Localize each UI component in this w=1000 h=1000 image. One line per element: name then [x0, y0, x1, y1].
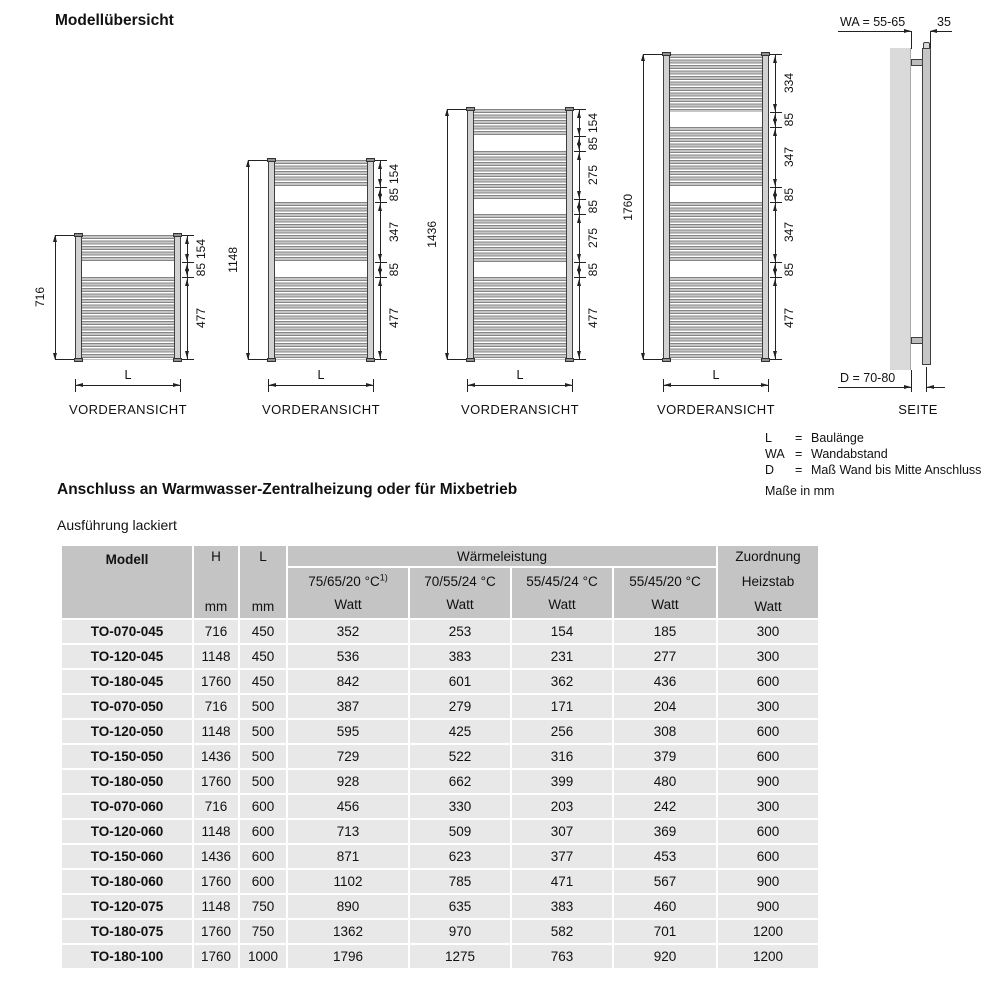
section-dimension-label: 347 [782, 222, 796, 243]
value-cell: 522 [410, 745, 510, 768]
table-row [62, 620, 818, 643]
section-dimension-477 [770, 277, 796, 360]
tube-group [474, 214, 566, 262]
tube-gap [82, 262, 174, 277]
legend-value: Baulänge [811, 431, 864, 445]
value-cell: 307 [512, 820, 612, 843]
length-dimension-label: L [712, 368, 720, 382]
model-cell: TO-150-060 [62, 845, 192, 868]
value-cell: 1436 [194, 845, 238, 868]
radiator-drawing [75, 235, 181, 360]
offset-arrow-left [930, 29, 937, 33]
table-row [62, 770, 818, 793]
section-dimension-label: 85 [387, 188, 401, 202]
value-cell: 600 [718, 745, 818, 768]
table-row [62, 870, 818, 893]
model-cell: TO-070-050 [62, 695, 192, 718]
legend-key: D [765, 463, 775, 477]
section-dimension-chain [375, 160, 401, 360]
lower-wall-bracket [911, 337, 923, 344]
length-dimension-label: L [317, 368, 325, 382]
value-cell: 300 [718, 620, 818, 643]
value-cell: 1796 [288, 945, 408, 968]
tube-group [82, 235, 174, 262]
value-cell: 600 [240, 795, 286, 818]
value-cell: 635 [410, 895, 510, 918]
section-dimension-chain [182, 235, 208, 360]
value-cell: 1760 [194, 770, 238, 793]
legend-row [765, 446, 981, 462]
value-cell: 471 [512, 870, 612, 893]
section-dimension-label: 477 [194, 308, 208, 329]
legend-value: Maß Wand bis Mitte Anschluss [811, 463, 982, 477]
wall-face-extension-line-bottom [911, 370, 912, 392]
value-cell: 582 [512, 920, 612, 943]
overall-height-label: 1436 [425, 221, 439, 248]
connection-depth-label: D = 70-80 [840, 371, 896, 385]
value-cell: 900 [718, 895, 818, 918]
value-cell: 1760 [194, 920, 238, 943]
page-title: Modellübersicht [55, 12, 174, 29]
tube-group [670, 54, 762, 112]
value-cell: 154 [512, 620, 612, 643]
value-cell: 595 [288, 720, 408, 743]
tube-sections [82, 235, 174, 360]
value-cell: 716 [194, 620, 238, 643]
tube-group [275, 202, 367, 262]
right-collector [762, 54, 769, 360]
section-dimension-label: 85 [586, 200, 600, 214]
section-dimension-275 [574, 151, 600, 199]
length-dimension [467, 368, 573, 394]
value-cell: 453 [614, 845, 716, 868]
value-cell: 300 [718, 695, 818, 718]
section-dimension-85 [574, 262, 600, 277]
model-cell: TO-120-075 [62, 895, 192, 918]
section-dimension-347 [770, 127, 796, 187]
left-collector [268, 160, 275, 360]
tube-group [670, 202, 762, 262]
section-dimension-label: 275 [586, 165, 600, 186]
wall [890, 48, 911, 370]
value-cell: 383 [512, 895, 612, 918]
value-cell: 701 [614, 920, 716, 943]
tube-gap [275, 187, 367, 202]
tube-group [82, 277, 174, 360]
section-dimension-label: 85 [782, 188, 796, 202]
tube-gap [474, 136, 566, 151]
model-cell: TO-120-050 [62, 720, 192, 743]
value-cell: 600 [718, 670, 818, 693]
model-cell: TO-180-050 [62, 770, 192, 793]
value-cell: 1362 [288, 920, 408, 943]
overall-height-label: 716 [33, 287, 47, 308]
d-arrow-left [927, 385, 934, 389]
value-cell: 600 [240, 820, 286, 843]
section-dimension-85 [375, 262, 401, 277]
radiator-drawing [663, 54, 769, 360]
value-cell: 450 [240, 645, 286, 668]
tube-group [474, 109, 566, 136]
value-cell: 1000 [240, 945, 286, 968]
value-cell: 600 [240, 845, 286, 868]
value-cell: 1148 [194, 895, 238, 918]
value-cell: 203 [512, 795, 612, 818]
model-cell: TO-120-060 [62, 820, 192, 843]
finish-subheading: Ausführung lackiert [57, 517, 177, 533]
value-cell: 928 [288, 770, 408, 793]
value-cell: 1102 [288, 870, 408, 893]
legend-equals: = [795, 463, 803, 477]
front-view-caption: VORDERANSICHT [461, 402, 579, 417]
table-row [62, 695, 818, 718]
value-cell: 300 [718, 645, 818, 668]
section-dimension-label: 85 [387, 263, 401, 277]
table-row [62, 670, 818, 693]
value-cell: 500 [240, 770, 286, 793]
value-cell: 279 [410, 695, 510, 718]
model-cell: TO-070-045 [62, 620, 192, 643]
value-cell: 316 [512, 745, 612, 768]
front-view-caption: VORDERANSICHT [657, 402, 775, 417]
model-cell: TO-150-050 [62, 745, 192, 768]
value-cell: 600 [718, 845, 818, 868]
value-cell: 750 [240, 920, 286, 943]
value-cell: 460 [614, 895, 716, 918]
section-dimension-85 [770, 262, 796, 277]
section-dimension-154 [182, 235, 208, 262]
section-dimension-label: 85 [586, 137, 600, 151]
value-cell: 456 [288, 795, 408, 818]
section-dimension-334 [770, 54, 796, 112]
value-cell: 369 [614, 820, 716, 843]
value-cell: 256 [512, 720, 612, 743]
value-cell: 399 [512, 770, 612, 793]
value-cell: 970 [410, 920, 510, 943]
length-dimension [268, 368, 374, 394]
table-row [62, 720, 818, 743]
value-cell: 352 [288, 620, 408, 643]
model-cell: TO-120-045 [62, 645, 192, 668]
legend-key: L [765, 431, 772, 445]
side-view-caption: SEITE [898, 402, 938, 417]
value-cell: 185 [614, 620, 716, 643]
right-collector [566, 109, 573, 360]
model-cell: TO-180-060 [62, 870, 192, 893]
table-row [62, 920, 818, 943]
value-cell: 450 [240, 620, 286, 643]
value-cell: 383 [410, 645, 510, 668]
value-cell: 900 [718, 770, 818, 793]
value-cell: 567 [614, 870, 716, 893]
tube-sections [275, 160, 367, 360]
overall-height-dimension-line [244, 160, 254, 360]
section-dimension-label: 85 [194, 263, 208, 277]
table-row [62, 645, 818, 668]
column-header-70-55-24: 70/55/24 °C Watt [410, 568, 510, 618]
section-dimension-477 [375, 277, 401, 360]
overall-height-dimension-line [51, 235, 61, 360]
value-cell: 900 [718, 870, 818, 893]
upper-wall-bracket [911, 59, 923, 66]
table-row [62, 795, 818, 818]
value-cell: 500 [240, 720, 286, 743]
legend-equals: = [795, 447, 803, 461]
value-cell: 600 [240, 870, 286, 893]
section-dimension-347 [770, 202, 796, 262]
value-cell: 1760 [194, 670, 238, 693]
value-cell: 204 [614, 695, 716, 718]
table-row [62, 745, 818, 768]
overall-height-dimension-line [443, 109, 453, 360]
tube-group [474, 151, 566, 199]
section-dimension-275 [574, 214, 600, 262]
column-header-55-45-20: 55/45/20 °C Watt [614, 568, 716, 618]
column-header-model: Modell [62, 546, 192, 618]
value-cell: 425 [410, 720, 510, 743]
legend-row [765, 430, 981, 446]
tube-gap [670, 262, 762, 277]
value-cell: 920 [614, 945, 716, 968]
front-view-diagram-1436 [427, 109, 617, 420]
radiator-profile [922, 48, 931, 365]
table-row [62, 820, 818, 843]
right-collector [174, 235, 181, 360]
front-view-caption: VORDERANSICHT [69, 402, 187, 417]
section-dimension-85 [574, 136, 600, 151]
front-view-diagram-716 [35, 235, 225, 420]
front-view-diagram-1148 [228, 160, 418, 420]
side-view-diagram [838, 10, 1000, 422]
section-dimension-chain [574, 109, 600, 360]
wa-arrow-right [904, 29, 911, 33]
specifications-table [60, 544, 820, 970]
column-group-heat-output: Wärmeleistung [288, 546, 716, 566]
value-cell: 300 [718, 795, 818, 818]
value-cell: 623 [410, 845, 510, 868]
tube-gap [275, 262, 367, 277]
value-cell: 277 [614, 645, 716, 668]
dimension-legend [765, 430, 981, 499]
tube-gap [670, 187, 762, 202]
value-cell: 500 [240, 745, 286, 768]
value-cell: 729 [288, 745, 408, 768]
front-view-caption: VORDERANSICHT [262, 402, 380, 417]
section-dimension-477 [182, 277, 208, 360]
section-dimension-label: 477 [387, 308, 401, 329]
value-cell: 231 [512, 645, 612, 668]
legend-value: Wandabstand [811, 447, 888, 461]
value-cell: 1760 [194, 945, 238, 968]
value-cell: 1436 [194, 745, 238, 768]
value-cell: 1148 [194, 720, 238, 743]
value-cell: 600 [718, 720, 818, 743]
tube-group [275, 160, 367, 187]
length-dimension-label: L [124, 368, 132, 382]
section-dimension-label: 347 [387, 222, 401, 243]
value-cell: 1148 [194, 645, 238, 668]
section-dimension-85 [375, 187, 401, 202]
model-cell: TO-180-100 [62, 945, 192, 968]
value-cell: 500 [240, 695, 286, 718]
value-cell: 253 [410, 620, 510, 643]
value-cell: 242 [614, 795, 716, 818]
value-cell: 713 [288, 820, 408, 843]
section-dimension-85 [770, 187, 796, 202]
wa-dimension-line [838, 31, 911, 32]
value-cell: 330 [410, 795, 510, 818]
model-cell: TO-180-045 [62, 670, 192, 693]
value-cell: 450 [240, 670, 286, 693]
tube-group [275, 277, 367, 360]
d-arrow-right [904, 385, 911, 389]
value-cell: 436 [614, 670, 716, 693]
value-cell: 763 [512, 945, 612, 968]
value-cell: 716 [194, 695, 238, 718]
right-collector [367, 160, 374, 360]
value-cell: 536 [288, 645, 408, 668]
wall-distance-label: WA = 55-65 [840, 15, 906, 29]
value-cell: 379 [614, 745, 716, 768]
model-cell: TO-070-060 [62, 795, 192, 818]
tube-group [670, 127, 762, 187]
tube-gap [670, 112, 762, 127]
value-cell: 871 [288, 845, 408, 868]
column-header-55-45-24: 55/45/24 °C Watt [512, 568, 612, 618]
length-dimension [75, 368, 181, 394]
value-cell: 750 [240, 895, 286, 918]
overall-height-dimension-line [639, 54, 649, 360]
wall-face-extension-line [911, 31, 912, 49]
section-dimension-347 [375, 202, 401, 262]
depth-offset-label: 35 [937, 15, 951, 29]
value-cell: 171 [512, 695, 612, 718]
value-cell: 890 [288, 895, 408, 918]
overall-height-label: 1148 [226, 247, 240, 273]
left-collector [663, 54, 670, 360]
section-dimension-85 [770, 112, 796, 127]
value-cell: 509 [410, 820, 510, 843]
section-dimension-label: 334 [782, 73, 796, 94]
value-cell: 842 [288, 670, 408, 693]
value-cell: 480 [614, 770, 716, 793]
d-dimension-line [838, 387, 911, 388]
tube-sections [670, 54, 762, 360]
model-cell: TO-180-075 [62, 920, 192, 943]
legend-row [765, 462, 981, 478]
radiator-drawing [268, 160, 374, 360]
column-header-75-65-20: 75/65/20 $^\circ C^{1)}$ Watt [288, 568, 408, 618]
value-cell: 785 [410, 870, 510, 893]
overall-height-label: 1760 [621, 193, 635, 221]
tube-group [474, 277, 566, 360]
column-header-heating-rod: Zuordnung Heizstab Watt [718, 546, 818, 618]
tube-gap [474, 199, 566, 214]
section-dimension-label: 275 [586, 228, 600, 249]
section-dimension-85 [182, 262, 208, 277]
front-view-diagram-1760 [623, 54, 813, 420]
value-cell: 600 [718, 820, 818, 843]
footnote-marker: 1) [379, 572, 388, 583]
radiator-drawing [467, 109, 573, 360]
section-dimension-85 [574, 199, 600, 214]
column-header-length: L mm [240, 546, 286, 618]
tube-group [670, 277, 762, 360]
value-cell: 1275 [410, 945, 510, 968]
section-dimension-label: 477 [586, 308, 600, 329]
legend-key: WA [765, 447, 785, 461]
section-dimension-154 [375, 160, 401, 187]
value-cell: 308 [614, 720, 716, 743]
section-dimension-154 [574, 109, 600, 136]
length-dimension-label: L [516, 368, 524, 382]
value-cell: 387 [288, 695, 408, 718]
section-dimension-label: 85 [782, 263, 796, 277]
value-cell: 662 [410, 770, 510, 793]
value-cell: 1760 [194, 870, 238, 893]
column-header-height: H mm [194, 546, 238, 618]
left-collector [467, 109, 474, 360]
value-cell: 1148 [194, 820, 238, 843]
value-cell: 1200 [718, 945, 818, 968]
table-row [62, 845, 818, 868]
section-dimension-label: 154 [586, 112, 600, 134]
tube-gap [474, 262, 566, 277]
value-cell: 601 [410, 670, 510, 693]
section-dimension-label: 347 [782, 147, 796, 168]
section-dimension-label: 85 [586, 263, 600, 277]
units-note: Maße in mm [765, 484, 835, 498]
section-dimension-label: 154 [387, 163, 401, 185]
section-dimension-477 [574, 277, 600, 360]
table-row [62, 945, 818, 968]
table-row [62, 895, 818, 918]
value-cell: 362 [512, 670, 612, 693]
left-collector [75, 235, 82, 360]
value-cell: 1200 [718, 920, 818, 943]
section-dimension-chain [770, 54, 796, 360]
value-cell: 377 [512, 845, 612, 868]
section-dimension-label: 477 [782, 308, 796, 329]
section-dimension-label: 85 [782, 113, 796, 127]
tube-sections [474, 109, 566, 360]
legend-equals: = [795, 431, 803, 445]
section-heading: Anschluss an Warmwasser-Zentralheizung oder für Mixbetrieb [57, 481, 518, 498]
section-dimension-label: 154 [194, 238, 208, 260]
value-cell: 716 [194, 795, 238, 818]
length-dimension [663, 368, 769, 394]
